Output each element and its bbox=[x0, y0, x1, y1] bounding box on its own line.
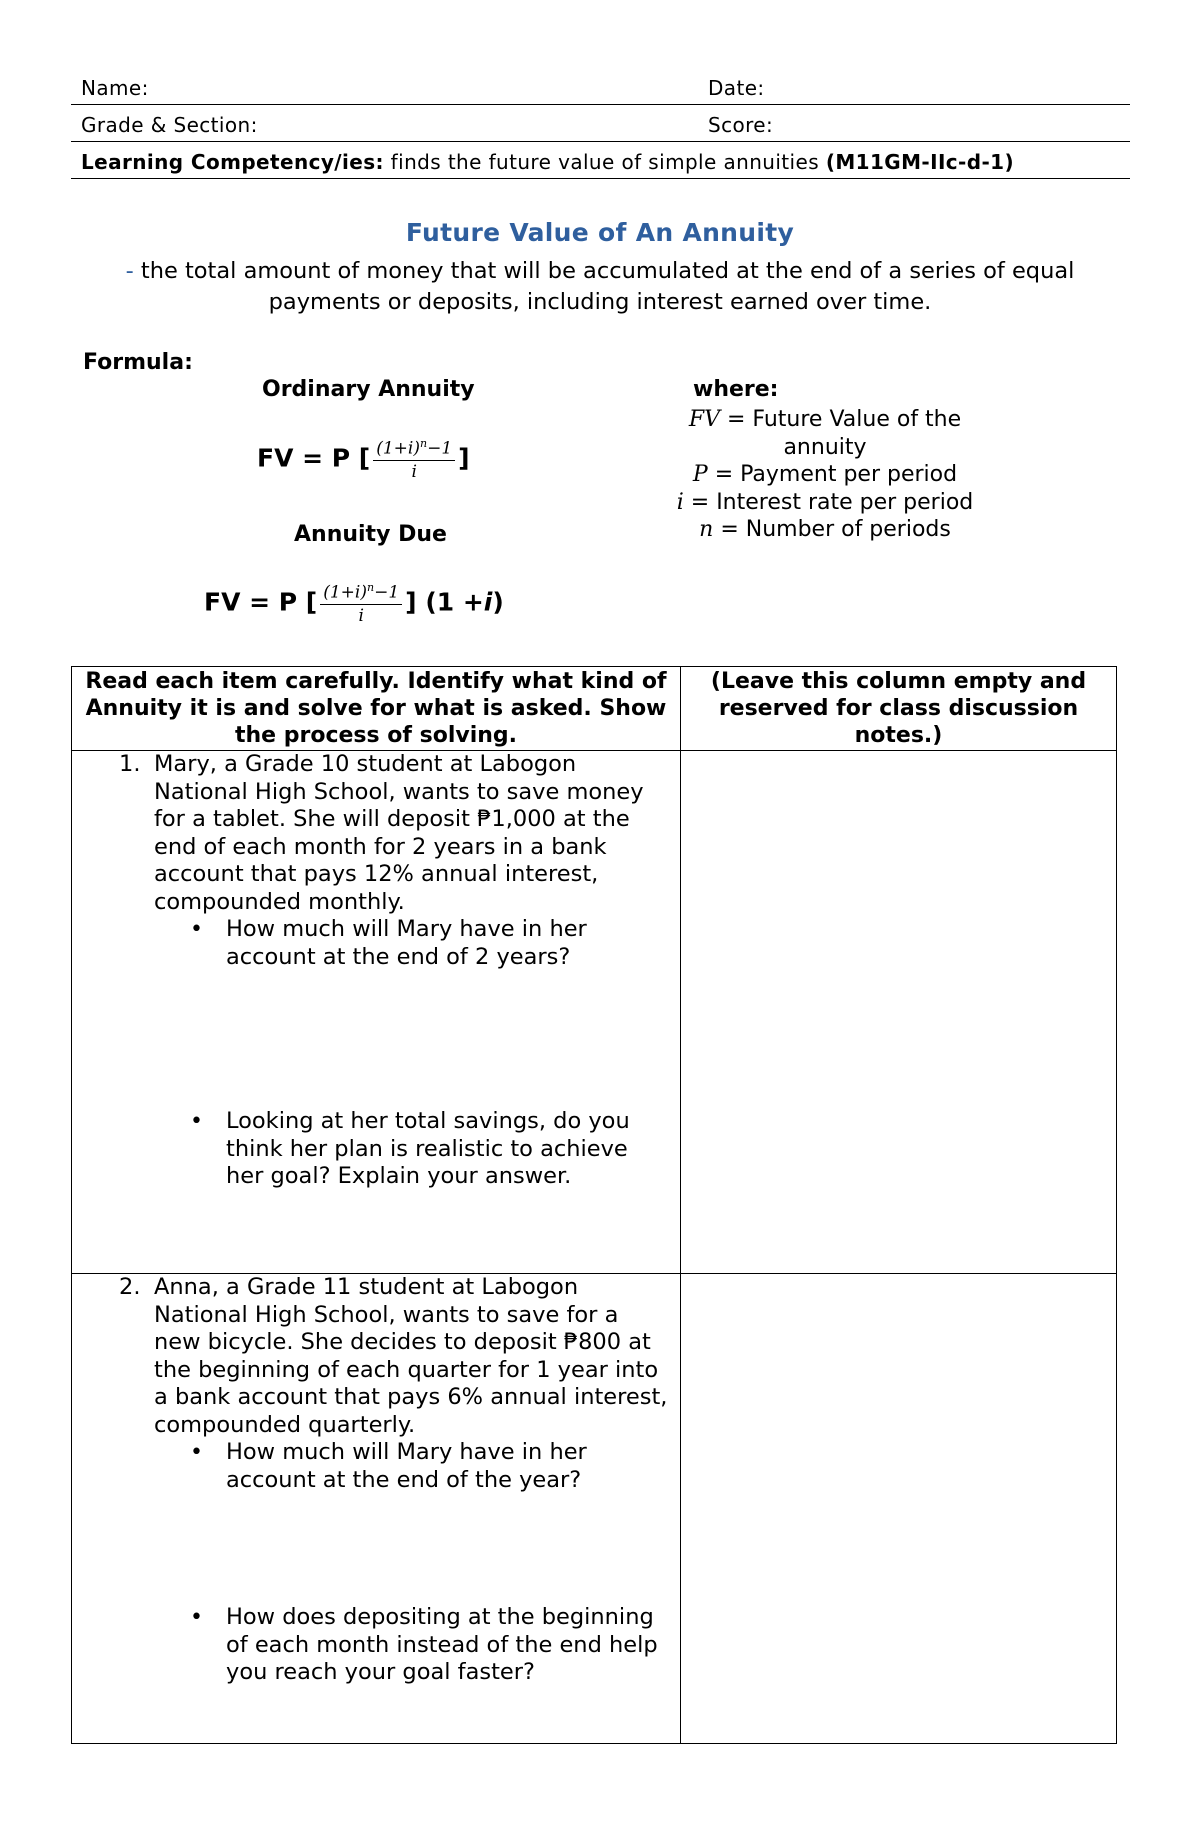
score-label: Score: bbox=[708, 113, 774, 137]
grade-section-label: Grade & Section: bbox=[81, 113, 258, 137]
notes-cell[interactable] bbox=[681, 751, 1117, 1274]
table-row bbox=[72, 1274, 1117, 1744]
header-row-grade-score bbox=[71, 105, 1130, 142]
header-instructions: Read each item carefully. Identify what kind of Annuity it is and solve for what is asked. Show the process of solving. bbox=[72, 667, 681, 751]
numerator-tail: −1 bbox=[374, 582, 400, 603]
numerator-tail: −1 bbox=[427, 438, 453, 459]
where-item bbox=[660, 489, 990, 517]
header-row-name-date bbox=[71, 68, 1130, 105]
definition-dash: - bbox=[125, 258, 134, 284]
definition-text: the total amount of money that will be accumulated at the end of a series of equal payments or deposits, including interest earned over time. bbox=[140, 258, 1075, 315]
sub-question: • How much will Mary have in her account at the end of the year? bbox=[226, 1439, 668, 1494]
where-label: where: bbox=[693, 377, 779, 402]
fraction-denominator: i bbox=[411, 461, 417, 482]
where-desc: = Interest rate per period bbox=[690, 489, 974, 515]
where-desc: = Number of periods bbox=[720, 517, 951, 542]
formula-fraction bbox=[373, 437, 455, 482]
question-text: Anna, a Grade 11 student at Labogon National High School, wants to save for a new bicycle. She decides to deposit ₱800 at the beginning of each quarter for 1 year into a bank account that pays 6% annual interest, compounded quarterly. bbox=[154, 1274, 668, 1438]
numerator-base: (1+i) bbox=[323, 582, 367, 603]
where-list bbox=[660, 406, 990, 544]
numerator-base: (1+i) bbox=[376, 438, 420, 459]
competency-text: finds the future value of simple annuities bbox=[390, 150, 820, 174]
where-symbol: n bbox=[699, 517, 714, 542]
fraction-numerator bbox=[320, 581, 402, 605]
formula-fraction bbox=[320, 581, 402, 626]
competency-label: Learning Competency/ies: bbox=[81, 150, 384, 174]
formula-lhs: FV = P [ bbox=[204, 587, 318, 617]
where-symbol: i bbox=[676, 489, 684, 515]
definition bbox=[95, 256, 1105, 318]
date-label: Date: bbox=[708, 76, 765, 100]
worksheet-header bbox=[71, 68, 1130, 179]
sub-question: • How does depositing at the beginning of each month instead of the end help you reach your goal faster? bbox=[226, 1604, 668, 1687]
where-item bbox=[660, 461, 990, 489]
due-factor-paren: ) bbox=[492, 587, 504, 617]
fraction-denominator: i bbox=[358, 605, 364, 626]
where-symbol: P bbox=[692, 462, 708, 487]
competency-line bbox=[81, 150, 1014, 174]
activity-table bbox=[71, 666, 1117, 1744]
due-factor: (1 + bbox=[425, 587, 484, 617]
table-row bbox=[72, 751, 1117, 1274]
where-desc: = Payment per period bbox=[714, 462, 958, 487]
formula-label: Formula: bbox=[83, 350, 193, 375]
page-title: Future Value of An Annuity bbox=[405, 218, 795, 247]
annuity-due-formula bbox=[204, 581, 504, 626]
competency-code: (M11GM-IIc-d-1) bbox=[825, 150, 1015, 174]
question-number: 1. bbox=[119, 751, 141, 777]
formula-close: ] bbox=[405, 587, 417, 617]
header-row-competency bbox=[71, 142, 1130, 179]
ordinary-annuity-label: Ordinary Annuity bbox=[262, 377, 475, 402]
question-cell bbox=[72, 1274, 681, 1744]
where-item bbox=[660, 406, 990, 461]
due-factor-i: i bbox=[483, 587, 493, 617]
notes-cell[interactable] bbox=[681, 1274, 1117, 1744]
fraction-numerator bbox=[373, 437, 455, 461]
question-number: 2. bbox=[119, 1274, 141, 1300]
formula-lhs: FV = P [ bbox=[257, 443, 371, 473]
question-text: Mary, a Grade 10 student at Labogon National High School, wants to save money for a tablet. She will deposit ₱1,000 at the end of each month for 2 years in a bank account that pays 12% annual interest, compounded monthly. bbox=[154, 751, 644, 915]
header-notes-column: (Leave this column empty and reserved for class discussion notes.) bbox=[681, 667, 1117, 751]
table-header-row bbox=[72, 667, 1117, 751]
numerator-exponent: n bbox=[367, 581, 375, 594]
name-label: Name: bbox=[81, 76, 149, 100]
annuity-due-label: Annuity Due bbox=[294, 522, 447, 547]
question-item bbox=[72, 1274, 680, 1687]
sub-question: • Looking at her total savings, do you think her plan is realistic to achieve her goal? Explain your answer. bbox=[226, 1108, 668, 1191]
question-cell bbox=[72, 751, 681, 1274]
where-desc: = Future Value of the annuity bbox=[726, 407, 962, 460]
formula-close: ] bbox=[458, 443, 470, 473]
where-symbol: FV bbox=[688, 407, 720, 432]
where-item bbox=[660, 516, 990, 544]
sub-question: • How much will Mary have in her account at the end of 2 years? bbox=[226, 916, 668, 971]
numerator-exponent: n bbox=[420, 437, 428, 450]
question-item bbox=[72, 751, 680, 1191]
ordinary-annuity-formula bbox=[257, 437, 470, 482]
